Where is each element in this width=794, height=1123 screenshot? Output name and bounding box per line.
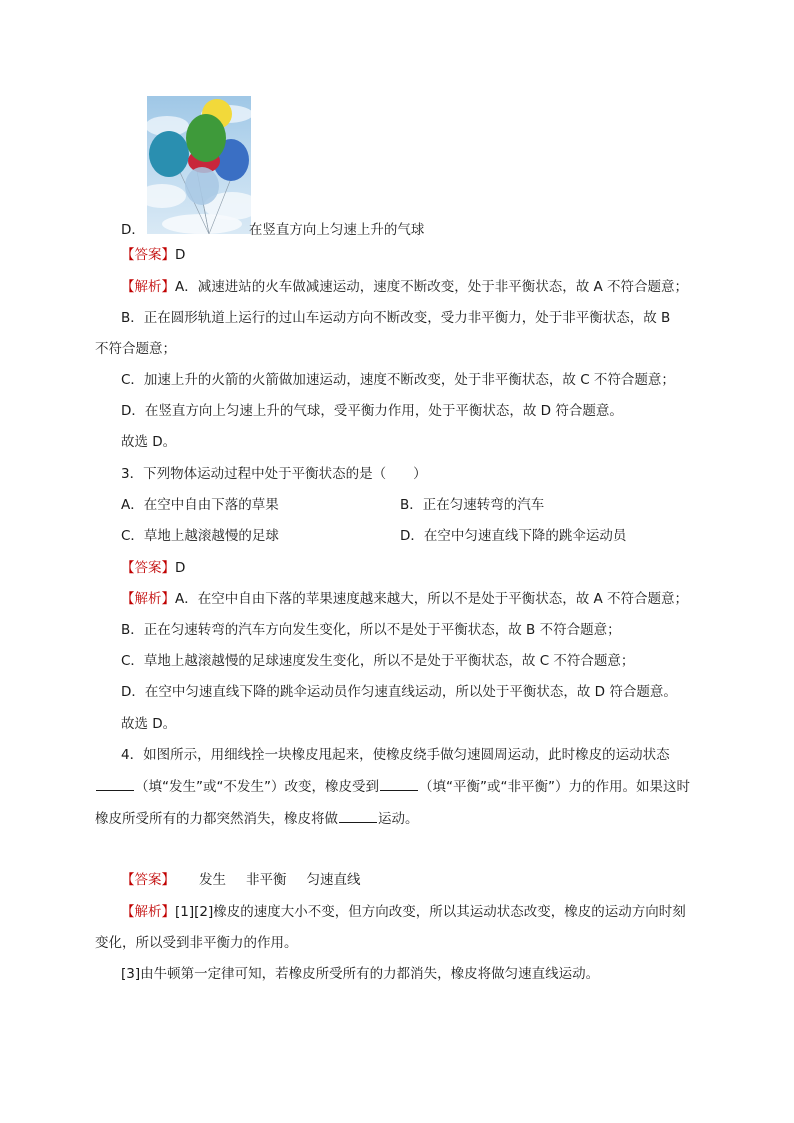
q2-answer [121, 245, 185, 265]
q3-analysis-line1: 【解析】A．在空中自由下落的苹果速度越来越大，所以不是处于平衡状态，故 A 不符合题意； [121, 591, 689, 607]
fill-blank-3[interactable] [339, 808, 377, 823]
answer-tag: 【答案】 [121, 872, 175, 888]
answer-tag: 【答案】 [121, 247, 175, 263]
q4-stem-line2: （填“发生”或“不发生”）改变，橡皮受到 （填“平衡”或“非平衡”）力的作用。如果这时 [95, 776, 690, 797]
analysis-tag: 【解析】 [121, 279, 175, 295]
q4-stem-line1: 4．如图所示，用细线拴一块橡皮甩起来，使橡皮绕手做匀速圆周运动，此时橡皮的运动状态 [121, 747, 670, 763]
q3-option-a: A．在空中自由下落的草果 [121, 497, 279, 513]
q4-analysis-line2: 变化，所以受到非平衡力的作用。 [95, 935, 298, 951]
q2-analysis-line3: 不符合题意； [95, 341, 176, 357]
q4-analysis-line3: [3]由牛顿第一定律可知，若橡皮所受所有的力都消失，橡皮将做匀速直线运动。 [121, 966, 600, 982]
q2-analysis-line1: 【解析】A．减速进站的火车做减速运动，速度不断改变，处于非平衡状态，故 A 不符合题意； [121, 279, 689, 295]
answer-value-3: 匀速直线 [306, 872, 361, 888]
q2-option-d [121, 220, 424, 240]
q3-option-d: D．在空中匀速直线下降的跳伞运动员 [400, 528, 627, 544]
answer-value: D [175, 247, 186, 263]
q3-conclusion: 故选 D。 [121, 716, 177, 732]
answer-value-1: 发生 [199, 872, 226, 888]
q3-option-c: C．草地上越滚越慢的足球 [121, 528, 279, 544]
answer-tag: 【答案】 [121, 560, 175, 576]
analysis-tag: 【解析】 [121, 591, 175, 607]
option-letter: D． [121, 222, 145, 238]
q2-analysis-line2: B．正在圆形轨道上运行的过山车运动方向不断改变，受力非平衡力，处于非平衡状态，故 B [121, 310, 671, 326]
analysis-tag: 【解析】 [121, 904, 175, 920]
q4-answer [121, 870, 361, 890]
q3-stem: 3．下列物体运动过程中处于平衡状态的是（ ） [121, 466, 427, 482]
q4-analysis-line1: 【解析】[1][2]橡皮的速度大小不变，但方向改变，所以其运动状态改变，橡皮的运动方向时刻 [121, 904, 686, 920]
fill-blank-1[interactable] [96, 776, 134, 791]
q3-analysis-line3: C．草地上越滚越慢的足球速度发生变化，所以不是处于平衡状态，故 C 不符合题意； [121, 653, 635, 669]
balloons-illustration [147, 96, 251, 234]
balloons-photo [147, 96, 251, 234]
q3-option-b: B．正在匀速转弯的汽车 [400, 497, 545, 513]
answer-value: D [175, 560, 186, 576]
q2-conclusion: 故选 D。 [121, 434, 177, 450]
answer-value-2: 非平衡 [246, 872, 287, 888]
q2-analysis-line5: D．在竖直方向上匀速上升的气球，受平衡力作用，处于平衡状态，故 D 符合题意。 [121, 403, 623, 419]
q3-analysis-line2: B．正在匀速转弯的汽车方向发生变化，所以不是处于平衡状态，故 B 不符合题意； [121, 622, 621, 638]
fill-blank-2[interactable] [380, 776, 418, 791]
q3-answer [121, 558, 185, 578]
q2-analysis-line4: C．加速上升的火箭的火箭做加速运动，速度不断改变，处于非平衡状态，故 C 不符合题意； [121, 372, 675, 388]
option-text: 在竖直方向上匀速上升的气球 [248, 222, 425, 238]
q3-analysis-line4: D．在空中匀速直线下降的跳伞运动员作匀速直线运动，所以处于平衡状态，故 D 符合题意。 [121, 684, 677, 700]
q4-stem-line3: 橡皮所受所有的力都突然消失，橡皮将做 运动。 [95, 808, 419, 829]
